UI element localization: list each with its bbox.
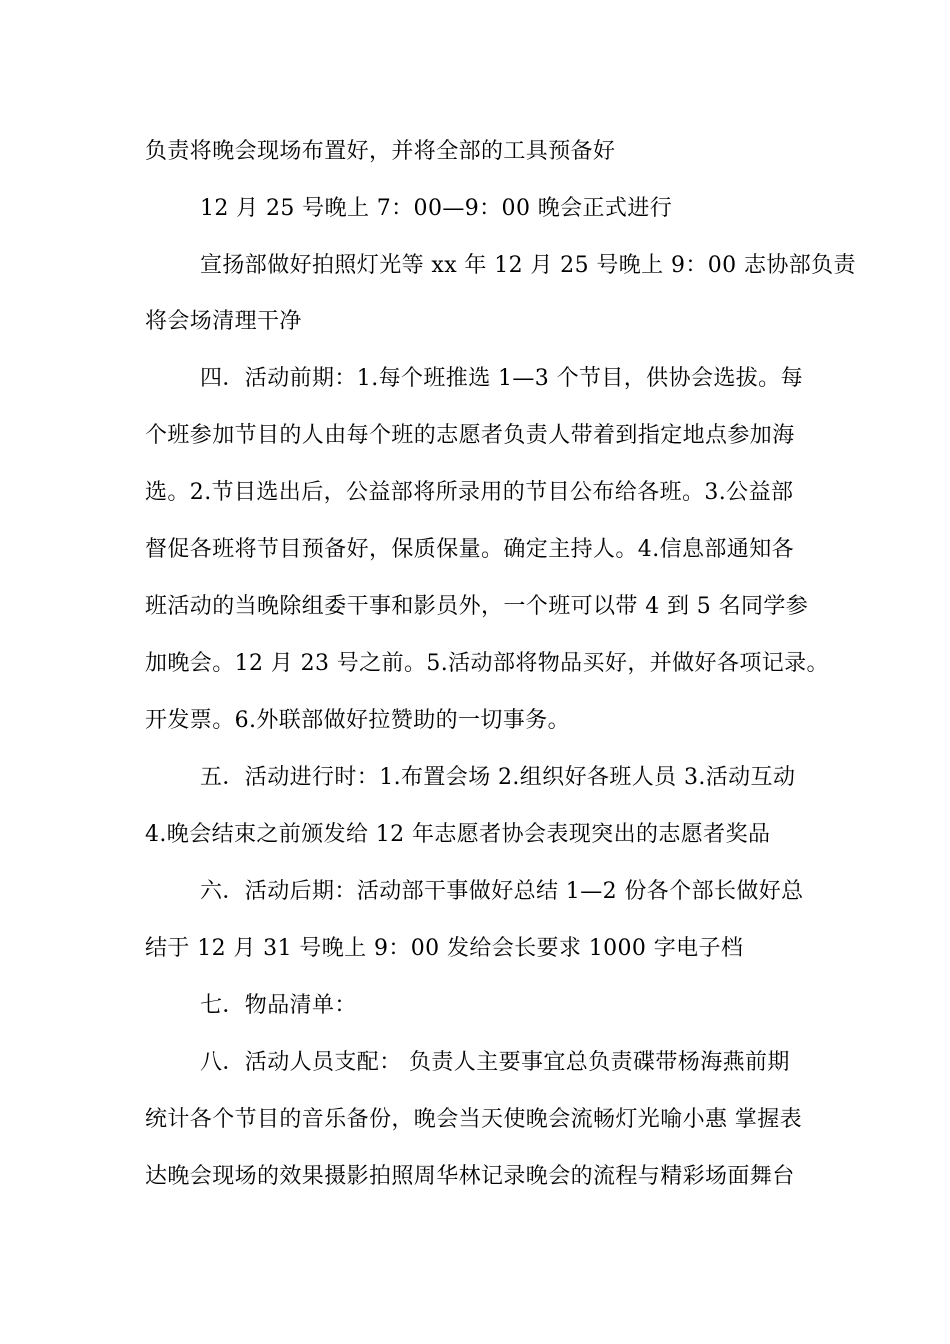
text-line: 统计各个节目的音乐备份，晚会当天使晚会流畅灯光喻小惠 掌握表 <box>145 1107 802 1132</box>
text-line: 四．活动前期：1.每个班推选 1—3 个节目，供协会选拔。每 <box>200 366 803 391</box>
text-line: 八．活动人员支配： 负责人主要事宜总负责碟带杨海燕前期 <box>200 1050 790 1075</box>
text-line: 督促各班将节目预备好，保质保量。确定主持人。4.信息部通知各 <box>145 537 794 562</box>
text-line: 负责将晚会现场布置好，并将全部的工具预备好 <box>145 139 616 164</box>
text-line: 4.晚会结束之前颁发给 12 年志愿者协会表现突出的志愿者奖品 <box>145 822 771 847</box>
text-line: 班活动的当晚除组委干事和影员外，一个班可以带 4 到 5 名同学参 <box>145 594 809 619</box>
text-line: 12 月 25 号晚上 7：00—9：00 晚会正式进行 <box>200 196 673 221</box>
text-line: 加晚会。12 月 23 号之前。5.活动部将物品买好，并做好各项记录。 <box>145 651 829 676</box>
text-line: 开发票。6.外联部做好拉赞助的一切事务。 <box>145 708 570 733</box>
text-line: 个班参加节目的人由每个班的志愿者负责人带着到指定地点参加海 <box>145 423 795 448</box>
text-line: 选。2.节目选出后，公益部将所录用的节目公布给各班。3.公益部 <box>145 480 794 505</box>
text-line: 宣扬部做好拍照灯光等 xx 年 12 月 25 号晚上 9：00 志协部负责 <box>200 253 856 278</box>
text-line: 七．物品清单： <box>200 993 357 1018</box>
text-line: 结于 12 月 31 号晚上 9：00 发给会长要求 1000 字电子档 <box>145 936 744 961</box>
text-line: 六．活动后期：活动部干事做好总结 1—2 份各个部长做好总 <box>200 879 804 904</box>
text-line: 达晚会现场的效果摄影拍照周华林记录晚会的流程与精彩场面舞台 <box>145 1164 795 1189</box>
text-line: 将会场清理干净 <box>145 309 302 334</box>
text-line: 五．活动进行时：1.布置会场 2.组织好各班人员 3.活动互动 <box>200 765 796 790</box>
